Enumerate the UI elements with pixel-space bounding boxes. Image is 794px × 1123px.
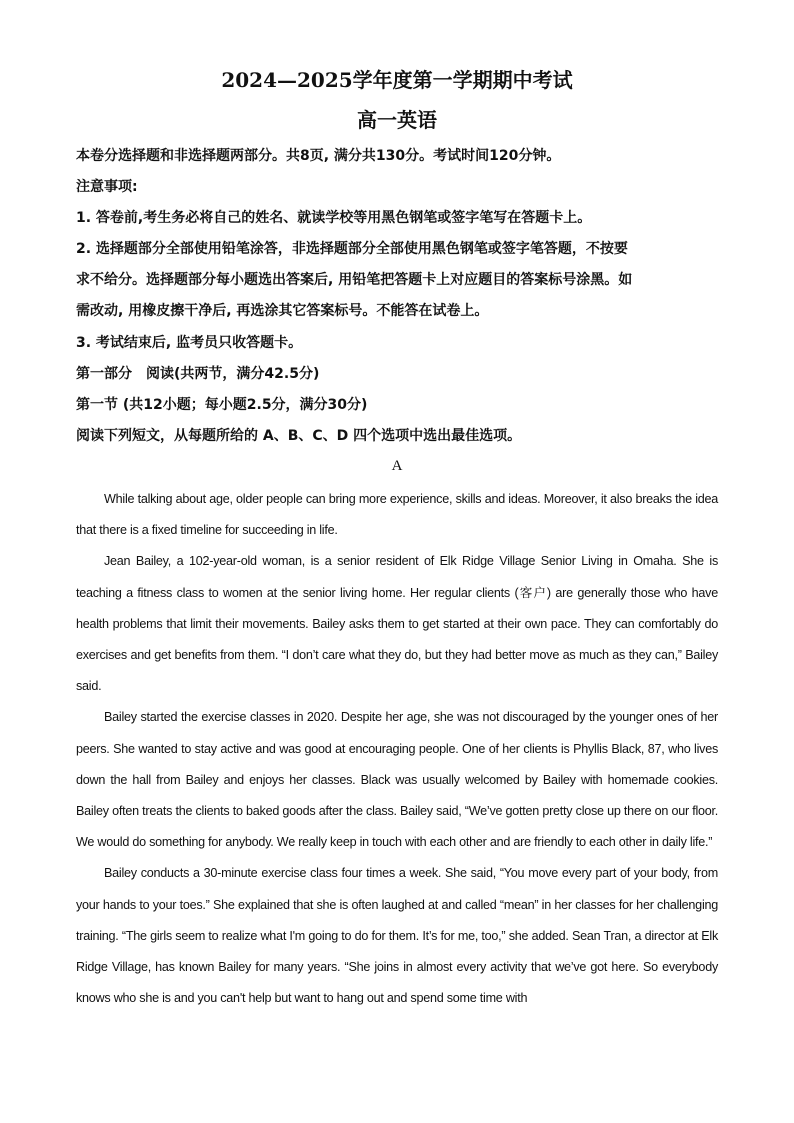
notice-item-3: 3. 考试结束后, 监考员只收答题卡。 <box>76 335 303 351</box>
reading-directions: 阅读下列短文，从每题所给的 A、B、C、D 四个选项中选出最佳选项。 <box>76 428 522 444</box>
reading-passage <box>76 484 718 1014</box>
notice-item-2-line-3: 需改动, 用橡皮擦干净后, 再选涂其它答案标号。不能答在试卷上。 <box>76 303 489 319</box>
part-1-heading: 第一部分 阅读(共两节，满分42.5分) <box>76 366 320 382</box>
notice-label: 注意事项: <box>76 179 138 195</box>
exam-subject: 高一英语 <box>357 108 437 132</box>
passage-paragraph: Jean Bailey, a 102-year-old woman, is a senior resident of Elk Ridge Village Senior Living in Omaha. She is teaching a fitness class to women at the senior living home. Her regular clients (客户) are generally those who have health problems that limit their movements. Bailey asks them to get started at their own pace. They can comfortably do exercises and get benefits from them. “I don’t care what they do, but they had better move as much as they can,” Bailey said. <box>76 554 718 694</box>
notice-item-1: 1. 答卷前,考生务必将自己的姓名、就读学校等用黑色钢笔或签字笔写在答题卡上。 <box>76 210 592 226</box>
passage-paragraph: Bailey conducts a 30-minute exercise class four times a week. She said, “You move every part of your body, from your hands to your toes.” She explained that she is often laughed at and called “mean” in her classes for her challenging training. “The girls seem to realize what I'm going to do for them. It’s for me, too,” she added. Sean Tran, a director at Elk Ridge Village, has known Bailey for many years. “She joins in almost every activity that we’ve got here. So everybody knows who she is and you can't help but want to hang out and spend some time with <box>76 866 718 1006</box>
notice-item-2-line-1: 2. 选择题部分全部使用铅笔涂答，非选择题部分全部使用黑色钢笔或签字笔答题，不按要 <box>76 241 628 257</box>
section-1-heading: 第一节 (共12小题；每小题2.5分，满分30分) <box>76 397 368 413</box>
exam-title: 2024—2025学年度第一学期期中考试 <box>221 68 573 92</box>
notice-item-2-line-2: 求不给分。选择题部分每小题选出答案后, 用铅笔把答题卡上对应题目的答案标号涂黑。如 <box>76 272 633 288</box>
passage-paragraph: While talking about age, older people can bring more experience, skills and ideas. Moreover, it also breaks the idea that there is a fixed timeline for succeeding in life. <box>76 492 718 538</box>
exam-intro: 本卷分选择题和非选择题两部分。共8页, 满分共130分。考试时间120分钟。 <box>76 148 561 164</box>
passage-label: A <box>391 458 403 474</box>
passage-paragraph: Bailey started the exercise classes in 2020. Despite her age, she was not discouraged by the younger ones of her peers. She wanted to stay active and was good at encouraging people. One of her clients is Phyllis Black, 87, who lives down the hall from Bailey and enjoys her classes. Black was usually welcomed by Bailey with homemade cookies. Bailey often treats the clients to baked goods after the class. Bailey said, “We’ve gotten pretty close up there on our floor. We would do something for anybody. We really keep in touch with each other and are friendly to each other in daily life.” <box>76 710 718 850</box>
